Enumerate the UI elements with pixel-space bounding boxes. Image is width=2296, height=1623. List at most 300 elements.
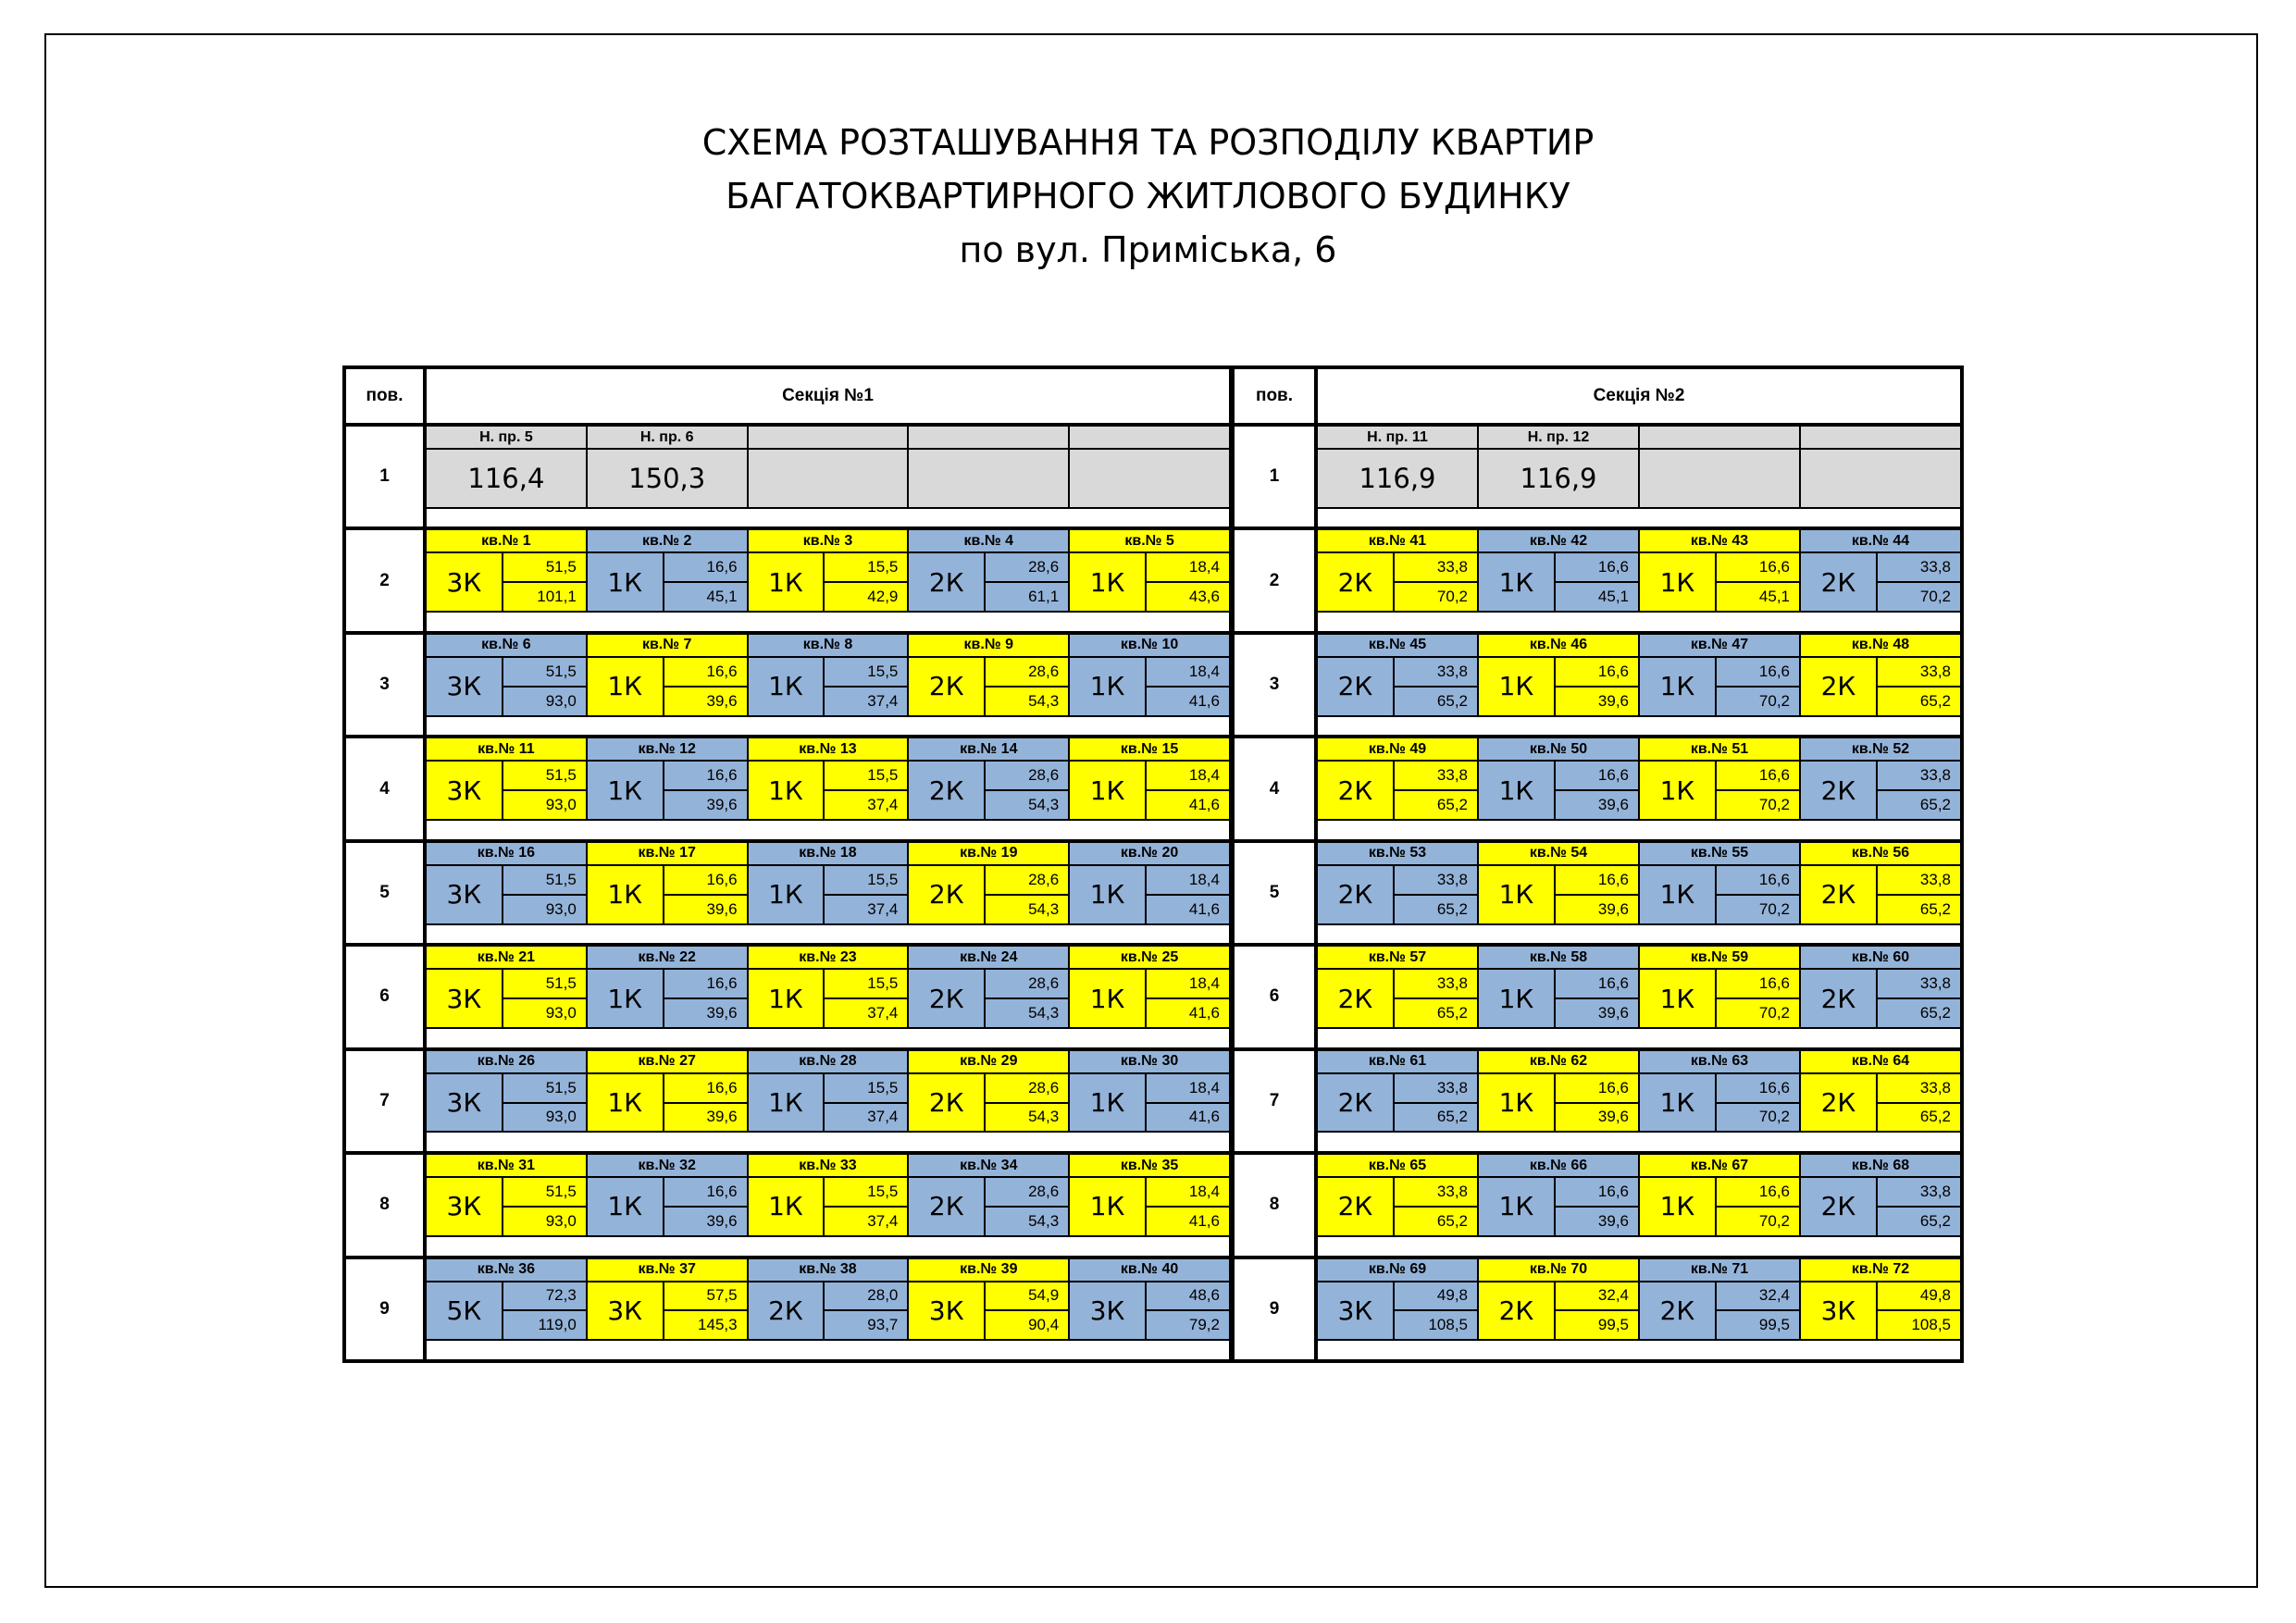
room-count: 2К (1318, 970, 1395, 1027)
apartment-number: кв.№ 69 (1318, 1259, 1477, 1282)
premise-area (1801, 450, 1960, 507)
total-area: 65,2 (1919, 796, 1951, 814)
total-area: 41,6 (1188, 1004, 1220, 1022)
apartment-cell (1070, 635, 1229, 715)
apartment-number: кв.№ 45 (1318, 635, 1477, 658)
apartment-cell (909, 530, 1070, 611)
section-1-table (342, 365, 1233, 1363)
apartment-cell (427, 947, 588, 1027)
room-count: 2К (909, 1074, 986, 1132)
total-area: 108,5 (1428, 1316, 1468, 1334)
living-area: 16,6 (1556, 1074, 1638, 1104)
title-line-1: СХЕМА РОЗТАШУВАННЯ ТА РОЗПОДІЛУ КВАРТИР (701, 122, 1595, 163)
apartment-number: кв.№ 35 (1070, 1155, 1229, 1178)
total-area: 65,2 (1919, 1211, 1951, 1230)
apartment-cell (1318, 843, 1479, 923)
room-count: 1К (749, 762, 825, 819)
apartment-number: кв.№ 50 (1479, 738, 1638, 762)
total-area: 39,6 (1597, 1211, 1629, 1230)
apartment-number: кв.№ 23 (749, 947, 908, 970)
total-area: 70,2 (1436, 588, 1468, 606)
total-area: 61,1 (1028, 588, 1060, 606)
total-area: 93,0 (545, 691, 577, 710)
apartment-cell (1070, 843, 1229, 923)
apartment-cell (1479, 843, 1640, 923)
apartment-cell (588, 738, 749, 819)
title-line-3: по вул. Приміська, 6 (959, 229, 1337, 270)
room-count: 1К (1640, 658, 1717, 715)
floor-row (1314, 631, 1960, 735)
premise-label: Н. пр. 6 (588, 427, 747, 450)
floor-row (423, 631, 1229, 735)
nonresidential-premise (1640, 427, 1801, 507)
apartment-cell (749, 635, 910, 715)
living-area: 33,8 (1878, 762, 1960, 791)
total-area: 54,3 (1028, 899, 1060, 918)
living-area: 33,8 (1395, 866, 1477, 896)
living-area: 16,6 (1556, 866, 1638, 896)
apartment-number: кв.№ 32 (588, 1155, 747, 1178)
total-area: 90,4 (1028, 1316, 1060, 1334)
apartment-number: кв.№ 14 (909, 738, 1068, 762)
floor-label: 8 (346, 1151, 423, 1255)
living-area: 33,8 (1395, 1074, 1477, 1104)
total-area: 65,2 (1436, 1108, 1468, 1126)
room-count: 3К (427, 553, 503, 611)
floor-row (423, 1047, 1229, 1151)
apartment-cell (427, 530, 588, 611)
apartment-number: кв.№ 20 (1070, 843, 1229, 866)
apartment-cell (588, 1259, 749, 1340)
room-count: 2К (1318, 866, 1395, 923)
apartment-number: кв.№ 65 (1318, 1155, 1477, 1178)
floor-label: 9 (1235, 1256, 1314, 1359)
apartment-cell (1070, 947, 1229, 1027)
floor-row (1314, 1047, 1960, 1151)
apartment-number: кв.№ 26 (427, 1051, 586, 1074)
premise-area (909, 450, 1068, 507)
section-title: Секція №2 (1314, 369, 1960, 423)
total-area: 54,3 (1028, 1004, 1060, 1022)
total-area: 37,4 (867, 796, 899, 814)
floor-label: 3 (346, 631, 423, 735)
total-area: 93,0 (545, 899, 577, 918)
living-area: 51,5 (503, 1178, 586, 1208)
floor-header: пов. (346, 369, 423, 423)
living-area: 28,6 (986, 658, 1068, 688)
nonresidential-premise (588, 427, 749, 507)
room-count: 1К (1479, 1178, 1556, 1235)
floor-row (423, 1256, 1229, 1359)
ground-floor-row (1314, 423, 1960, 527)
living-area: 16,6 (1556, 970, 1638, 999)
room-count: 2К (1801, 762, 1878, 819)
room-count: 2К (1801, 866, 1878, 923)
floor-label: 2 (346, 527, 423, 630)
total-area: 93,0 (545, 1108, 577, 1126)
apartment-number: кв.№ 57 (1318, 947, 1477, 970)
floor-label: 8 (1235, 1151, 1314, 1255)
room-count: 3К (427, 658, 503, 715)
apartment-number: кв.№ 17 (588, 843, 747, 866)
apartment-cell (1479, 947, 1640, 1027)
apartment-number: кв.№ 41 (1318, 530, 1477, 553)
apartment-cell (588, 635, 749, 715)
total-area: 39,6 (706, 899, 738, 918)
total-area: 41,6 (1188, 1108, 1220, 1126)
apartment-number: кв.№ 21 (427, 947, 586, 970)
premise-area (1640, 450, 1799, 507)
apartment-number: кв.№ 53 (1318, 843, 1477, 866)
room-count: 3К (427, 970, 503, 1027)
living-area: 16,6 (1717, 553, 1799, 583)
total-area: 70,2 (1758, 1108, 1790, 1126)
total-area: 108,5 (1911, 1316, 1951, 1334)
apartment-number: кв.№ 63 (1640, 1051, 1799, 1074)
living-area: 15,5 (825, 658, 907, 688)
total-area: 37,4 (867, 1211, 899, 1230)
floor-header: пов. (1235, 369, 1314, 423)
room-count: 1К (1479, 553, 1556, 611)
living-area: 18,4 (1147, 866, 1229, 896)
room-count: 1К (1640, 1178, 1717, 1235)
living-area: 28,6 (986, 970, 1068, 999)
apartment-number: кв.№ 68 (1801, 1155, 1960, 1178)
section-2-table (1231, 365, 1964, 1363)
room-count: 2К (1318, 553, 1395, 611)
room-count: 1К (749, 1178, 825, 1235)
room-count: 3К (1801, 1282, 1878, 1340)
living-area: 28,6 (986, 1178, 1068, 1208)
premise-area (1070, 450, 1229, 507)
total-area: 37,4 (867, 1108, 899, 1126)
apartment-number: кв.№ 44 (1801, 530, 1960, 553)
floor-label: 4 (1235, 735, 1314, 838)
document-title (0, 116, 2296, 277)
living-area: 16,6 (1717, 1178, 1799, 1208)
total-area: 93,0 (545, 1211, 577, 1230)
total-area: 39,6 (1597, 1108, 1629, 1126)
apartment-number: кв.№ 49 (1318, 738, 1477, 762)
living-area: 18,4 (1147, 762, 1229, 791)
total-area: 37,4 (867, 691, 899, 710)
apartment-cell (909, 1051, 1070, 1132)
nonresidential-premise (1318, 427, 1479, 507)
total-area: 39,6 (706, 1108, 738, 1126)
total-area: 99,5 (1597, 1316, 1629, 1334)
title-line-2: БАГАТОКВАРТИРНОГО ЖИТЛОВОГО БУДИНКУ (726, 176, 1570, 217)
apartment-number: кв.№ 36 (427, 1259, 586, 1282)
floor-row (423, 735, 1229, 838)
room-count: 1К (1640, 970, 1717, 1027)
total-area: 93,0 (545, 1004, 577, 1022)
total-area: 42,9 (867, 588, 899, 606)
room-count: 1К (588, 553, 664, 611)
floor-row (1314, 735, 1960, 838)
apartment-cell (427, 635, 588, 715)
living-area: 18,4 (1147, 970, 1229, 999)
total-area: 39,6 (706, 796, 738, 814)
room-count: 1К (1479, 970, 1556, 1027)
room-count: 2К (1318, 658, 1395, 715)
living-area: 16,6 (664, 762, 747, 791)
apartment-cell (1640, 1259, 1801, 1340)
apartment-number: кв.№ 39 (909, 1259, 1068, 1282)
apartment-cell (749, 947, 910, 1027)
living-area: 54,9 (986, 1282, 1068, 1312)
apartment-cell (909, 947, 1070, 1027)
room-count: 1К (1070, 658, 1147, 715)
apartment-cell (1640, 1051, 1801, 1132)
room-count: 1К (1479, 1074, 1556, 1132)
apartment-number: кв.№ 37 (588, 1259, 747, 1282)
floor-label: 3 (1235, 631, 1314, 735)
apartment-cell (588, 1155, 749, 1235)
room-count: 1К (1479, 866, 1556, 923)
room-count: 1К (749, 1074, 825, 1132)
room-count: 1К (1640, 1074, 1717, 1132)
living-area: 15,5 (825, 866, 907, 896)
room-count: 1К (588, 1178, 664, 1235)
room-count: 1К (1640, 553, 1717, 611)
apartment-cell (1479, 1051, 1640, 1132)
apartment-number: кв.№ 55 (1640, 843, 1799, 866)
total-area: 45,1 (706, 588, 738, 606)
room-count: 2К (1318, 1178, 1395, 1235)
living-area: 16,6 (1717, 762, 1799, 791)
premise-area: 116,9 (1479, 450, 1638, 507)
apartment-number: кв.№ 62 (1479, 1051, 1638, 1074)
apartment-number: кв.№ 66 (1479, 1155, 1638, 1178)
total-area: 54,3 (1028, 796, 1060, 814)
nonresidential-premise (427, 427, 588, 507)
living-area: 33,8 (1395, 658, 1477, 688)
apartment-cell (909, 843, 1070, 923)
apartment-number: кв.№ 9 (909, 635, 1068, 658)
floor-row (1314, 527, 1960, 630)
total-area: 39,6 (706, 691, 738, 710)
nonresidential-premise (1801, 427, 1960, 507)
total-area: 39,6 (1597, 899, 1629, 918)
nonresidential-premise (1070, 427, 1229, 507)
room-count: 2К (909, 553, 986, 611)
living-area: 16,6 (664, 1178, 747, 1208)
total-area: 39,6 (1597, 1004, 1629, 1022)
apartment-cell (1070, 530, 1229, 611)
apartment-number: кв.№ 48 (1801, 635, 1960, 658)
total-area: 70,2 (1758, 1211, 1790, 1230)
living-area: 16,6 (664, 1074, 747, 1104)
premise-label: Н. пр. 11 (1318, 427, 1477, 450)
total-area: 70,2 (1758, 899, 1790, 918)
total-area: 65,2 (1436, 1211, 1468, 1230)
apartment-cell (1640, 738, 1801, 819)
apartment-number: кв.№ 59 (1640, 947, 1799, 970)
living-area: 15,5 (825, 970, 907, 999)
total-area: 65,2 (1919, 1108, 1951, 1126)
apartment-number: кв.№ 19 (909, 843, 1068, 866)
floor-row (423, 1151, 1229, 1255)
premise-area (749, 450, 908, 507)
apartment-cell (1318, 1259, 1479, 1340)
room-count: 5К (427, 1282, 503, 1340)
total-area: 41,6 (1188, 899, 1220, 918)
total-area: 39,6 (706, 1004, 738, 1022)
floor-row (423, 527, 1229, 630)
apartment-number: кв.№ 2 (588, 530, 747, 553)
apartment-cell (909, 635, 1070, 715)
apartment-cell (1801, 843, 1960, 923)
total-area: 119,0 (538, 1316, 577, 1334)
living-area: 33,8 (1878, 1074, 1960, 1104)
apartment-cell (1801, 1259, 1960, 1340)
living-area: 72,3 (503, 1282, 586, 1312)
floor-label: 5 (1235, 839, 1314, 943)
living-area: 18,4 (1147, 553, 1229, 583)
apartment-cell (1640, 947, 1801, 1027)
room-count: 3К (427, 762, 503, 819)
living-area: 49,8 (1878, 1282, 1960, 1312)
floor-label: 9 (346, 1256, 423, 1359)
room-count: 3К (1070, 1282, 1147, 1340)
apartment-number: кв.№ 70 (1479, 1259, 1638, 1282)
premise-label (749, 427, 908, 450)
apartment-number: кв.№ 18 (749, 843, 908, 866)
apartment-cell (1070, 1155, 1229, 1235)
apartment-cell (749, 1051, 910, 1132)
room-count: 2К (1801, 970, 1878, 1027)
living-area: 28,6 (986, 866, 1068, 896)
living-area: 33,8 (1878, 553, 1960, 583)
apartment-cell (1318, 947, 1479, 1027)
apartment-number: кв.№ 28 (749, 1051, 908, 1074)
living-area: 16,6 (1717, 1074, 1799, 1104)
room-count: 2К (909, 1178, 986, 1235)
room-count: 1К (588, 658, 664, 715)
floor-label: 1 (1235, 423, 1314, 527)
apartment-cell (1318, 530, 1479, 611)
room-count: 2К (1801, 553, 1878, 611)
room-count: 1К (749, 553, 825, 611)
floor-row (1314, 1256, 1960, 1359)
apartment-cell (1479, 738, 1640, 819)
total-area: 65,2 (1436, 1004, 1468, 1022)
room-count: 1К (749, 658, 825, 715)
living-area: 49,8 (1395, 1282, 1477, 1312)
room-count: 2К (1318, 762, 1395, 819)
floor-label: 6 (1235, 943, 1314, 1047)
living-area: 16,6 (664, 866, 747, 896)
room-count: 3К (909, 1282, 986, 1340)
apartment-number: кв.№ 29 (909, 1051, 1068, 1074)
apartment-cell (588, 1051, 749, 1132)
room-count: 2К (909, 970, 986, 1027)
apartment-cell (1801, 1051, 1960, 1132)
apartment-cell (1801, 738, 1960, 819)
apartment-number: кв.№ 52 (1801, 738, 1960, 762)
living-area: 15,5 (825, 553, 907, 583)
room-count: 3К (1318, 1282, 1395, 1340)
floor-label: 2 (1235, 527, 1314, 630)
apartment-number: кв.№ 71 (1640, 1259, 1799, 1282)
apartment-number: кв.№ 25 (1070, 947, 1229, 970)
apartment-cell (1318, 738, 1479, 819)
premise-area: 116,9 (1318, 450, 1477, 507)
apartment-cell (1640, 1155, 1801, 1235)
apartment-number: кв.№ 30 (1070, 1051, 1229, 1074)
apartment-cell (1801, 1155, 1960, 1235)
apartment-number: кв.№ 11 (427, 738, 586, 762)
living-area: 33,8 (1395, 553, 1477, 583)
apartment-cell (1070, 1259, 1229, 1340)
room-count: 2К (1640, 1282, 1717, 1340)
apartment-cell (427, 1051, 588, 1132)
apartment-cell (1479, 1259, 1640, 1340)
apartment-number: кв.№ 56 (1801, 843, 1960, 866)
apartment-number: кв.№ 5 (1070, 530, 1229, 553)
living-area: 16,6 (1556, 553, 1638, 583)
total-area: 41,6 (1188, 691, 1220, 710)
apartment-cell (1640, 530, 1801, 611)
apartment-number: кв.№ 22 (588, 947, 747, 970)
living-area: 16,6 (1556, 658, 1638, 688)
total-area: 70,2 (1758, 691, 1790, 710)
premise-label: Н. пр. 12 (1479, 427, 1638, 450)
total-area: 39,6 (1597, 691, 1629, 710)
room-count: 1К (1479, 762, 1556, 819)
room-count: 1К (1070, 762, 1147, 819)
room-count: 1К (749, 970, 825, 1027)
living-area: 51,5 (503, 1074, 586, 1104)
room-count: 2К (1801, 1178, 1878, 1235)
floor-label: 6 (346, 943, 423, 1047)
total-area: 145,3 (698, 1316, 738, 1334)
living-area: 33,8 (1878, 658, 1960, 688)
floor-row (423, 943, 1229, 1047)
apartment-number: кв.№ 13 (749, 738, 908, 762)
room-count: 2К (909, 658, 986, 715)
total-area: 41,6 (1188, 1211, 1220, 1230)
floor-row (423, 839, 1229, 943)
total-area: 45,1 (1758, 588, 1790, 606)
apartment-cell (427, 1259, 588, 1340)
apartment-cell (1318, 1051, 1479, 1132)
living-area: 32,4 (1556, 1282, 1638, 1312)
total-area: 39,6 (1597, 796, 1629, 814)
total-area: 54,3 (1028, 691, 1060, 710)
room-count: 2К (1801, 1074, 1878, 1132)
living-area: 16,6 (664, 970, 747, 999)
living-area: 15,5 (825, 762, 907, 791)
floor-row (1314, 839, 1960, 943)
apartment-number: кв.№ 43 (1640, 530, 1799, 553)
living-area: 51,5 (503, 658, 586, 688)
room-count: 1К (588, 970, 664, 1027)
room-count: 2К (1318, 1074, 1395, 1132)
apartment-number: кв.№ 42 (1479, 530, 1638, 553)
total-area: 65,2 (1436, 899, 1468, 918)
apartment-number: кв.№ 61 (1318, 1051, 1477, 1074)
apartment-cell (1479, 530, 1640, 611)
total-area: 79,2 (1188, 1316, 1220, 1334)
total-area: 93,7 (867, 1316, 899, 1334)
living-area: 28,0 (825, 1282, 907, 1312)
apartment-cell (909, 1259, 1070, 1340)
living-area: 33,8 (1878, 970, 1960, 999)
premise-area: 150,3 (588, 450, 747, 507)
premise-area: 116,4 (427, 450, 586, 507)
apartment-number: кв.№ 46 (1479, 635, 1638, 658)
